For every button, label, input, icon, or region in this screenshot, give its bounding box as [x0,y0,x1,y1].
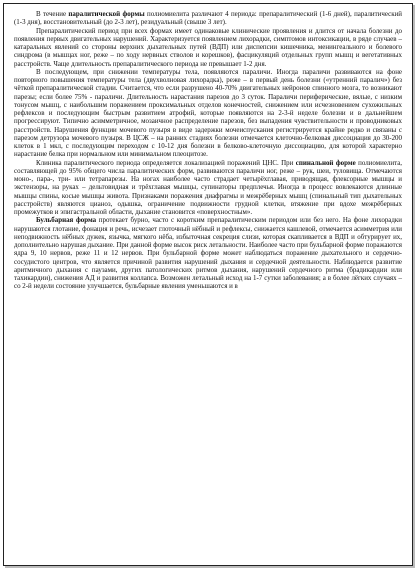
paragraph [14,159,402,217]
paragraph [14,216,402,290]
paragraph-text: полиомиелита, составляющей до 95% общего числа паралитических форм, развиваются параличи ног, реже – рук, шеи, туловища. Отмечаются моно-, пара-, три- или тетрапарезы. На ногах наиболее часто страдает четырёхглавая, приводящая, флексорные мышцы и экстензоры, на руках – дельтовидная и трёхглавая мышцы, супинаторы предплечья. Иногда в процесс вовлекаются длинные мышцы спины, косые мышцы живота. Признаками поражения диафрагмы и межрёберных мышц (спинальный тип дыхательных расстройств) являются цианоз, одышка, ограничение подвижности грудной клетки, втяжение при вдохе межрёберных промежутков и эпигастральной области, дыхание становится «поверхностным». [14,158,403,216]
paragraph-text: Препаралитический период при всех формах имеет одинаковые клинические проявления и длится от начала болезни до появления первых двигательных нарушений. Характеризуется появлением лихорадки, симптомов интоксикации, в ряде случаев – катаральных явлений со стороны верхних дыхательных путей (ВДП) или диспепсии кишечника, менингеального и болевого синдрома (в мышцах ног, реже – по ходу нервных стволов и корешков), фасцикуляций отдельных групп мышц и вегетативных расстройств. Чаще длительность препаралитического периода не превышает 1-2 дня. [14,26,402,68]
paragraph-text: протекает бурно, часто с коротким препаралитическим периодом или без него. На фоне лихорадки нарушаются глотание, фонация и речь, исчезает глоточный нёбный и рефлексы, снижается кашлевой, отмечается асимметрия или неподвижность нёбных дужек, язычка, мягкого нёба, избыточная секреция слизи, которая скапливается в ВДП и обтурирует их, дополнительно нарушая дыхание. При данной форме высок риск летальности. Наиболее часто при бульбарной форме поражаются ядра 9, 10 нервов, реже 11 и 12 нервов. При бульбарной форме может наблюдаться поражение дыхательного и сердечно-сосудистого центров, что является причиной развития нарушений дыхания и сердечной деятельности. Наблюдается развитие аритмичного дыхания с паузами, других патологических ритмов дыхания, нарушений сердечного ритма (брадикардии или тахикардии), снижения АД и развития коллапса. Возможен летальный исход на 1-7 сутки заболевания; а в более лёгких случаях – со 2-й недели состояние улучшается, бульбарные явления уменьшаются и в [14,216,402,291]
bold-term: Бульбарная форма [36,216,97,225]
bold-term: спинальной форме [295,158,356,167]
paragraph-text: В последующем, при снижении температуры тела, появляются параличи. Иногда параличи развиваются на фоне повторного повышения температуры тела (двухволновая лихорадка), реже – в первый день болезни («утренний паралич») без чёткой препаралитической стадии. Считается, что если разрушено 40-70% двигательных нейронов спинного мозга, то возникают парезы; если более 75% - параличи. Длительность нарастания парезов до 3 суток. Параличи периферические, вялые, с низким тонусом мышц, с наибольшим поражением проксимальных отделов конечностей, снижением или исчезновением сухожильных рефлексов и последующим быстрым развитием атрофий, которые появляются на 2-3-й неделе болезни и в дальнейшем прогрессируют. Типично асимметричное, мозаичное распределение парезов, без выпадения чувствительности и проводниковых расстройств. Нарушения функции мочевого пузыря в виде задержки мочеиспускания регистрируется крайне редко и связаны с парезом детрузора мочевого пузыря. В ЦСЖ – на ранних стадиях болезни отмечается клеточно-белковая диссоциация до 30-200 клеток в 1 мкл, с последующим переходом с 10-12 дня болезни в белково-клеточную диссоциацию, для которой характерно нарастание белка при нормальном или минимальном плеоцитозе. [14,67,402,159]
document-page [3,3,413,566]
paragraph [14,10,402,27]
paragraph [14,68,402,159]
paragraph-text: полиомиелита различают 4 периода: препаралитический (1-6 дней), паралитический (1-3 дня), восстановительный (до 2-3 лет), резидуальный (свыше 3 лет). [14,10,403,27]
paragraph-text: В течение [36,10,69,18]
paragraph-text: Клиника паралитического периода определяется локализацией поражений ЦНС. При [36,158,296,167]
bold-term: паралитической формы [68,10,145,18]
paragraph [14,27,402,68]
